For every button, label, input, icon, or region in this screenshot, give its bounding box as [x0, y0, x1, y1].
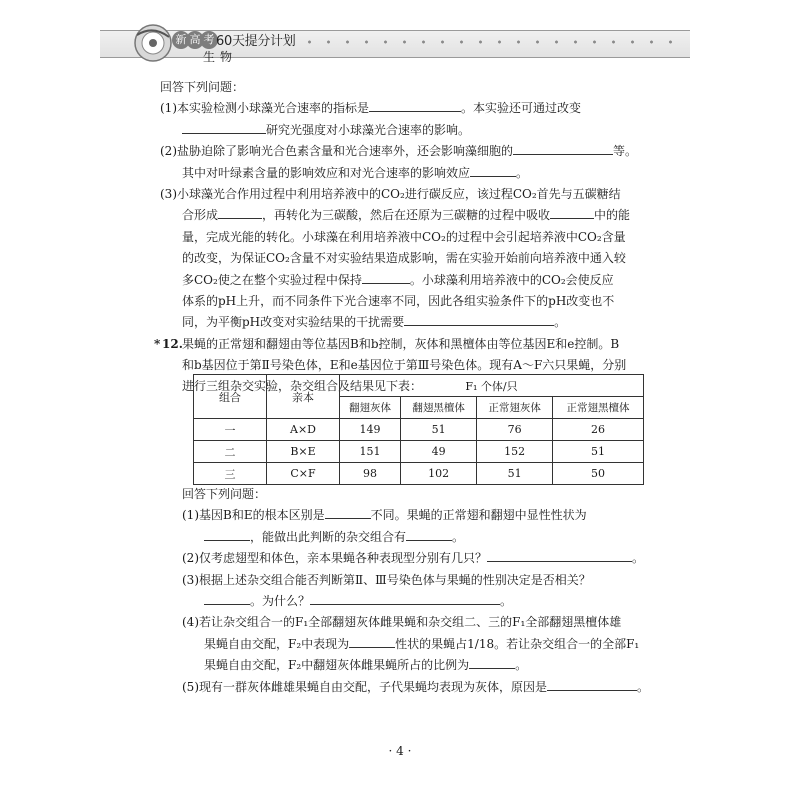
header-badge-1: 新	[172, 31, 190, 49]
q12-part-4-line-1: (4)若让杂交组合一的F₁全部翻翅灰体雌果蝇和杂交组二、三的F₁全部翻翅黑檀体雄	[182, 615, 622, 630]
q12-stem-line-3: 进行三组杂交实验，杂交组合及结果见下表：	[182, 379, 423, 394]
q12-part-4-line-3: 果蝇自由交配，F₂中翻翅灰体雌果蝇所占的比例为 。	[160, 655, 650, 676]
cell-count: 76	[477, 419, 553, 441]
table-row	[194, 463, 644, 485]
header-badge-3: 考	[200, 31, 218, 49]
q12-part-3-line-1: (3)根据上述杂交组合能否判断第Ⅱ、Ⅲ号染色体与果蝇的性别决定是否相关？	[182, 572, 591, 587]
page-number: · 4 ·	[388, 744, 412, 758]
answer-blank	[547, 677, 637, 691]
q11-part-3-line-2: 合形成 ，再转化为三碳酸，然后在还原为三碳糖的过程中吸收 中的能	[160, 205, 650, 226]
q12-stem-line-1: * 12. 果蝇的正常翅和翻翅由等位基因B和b控制，灰体和黑檀体由等位基因E和e控制。B	[160, 334, 650, 355]
cell-group: 三	[194, 463, 267, 485]
q11-intro: 回答下列问题：	[160, 80, 245, 94]
q11-part-3-line-5: 多CO₂使之在整个实验过程中保持 。小球藻利用培养液中的CO₂会使反应	[160, 270, 650, 291]
q12-part-1-line-1: (1)基因B和E的根本区别是 不同。果蝇的正常翅和翻翅中显性性状为	[160, 505, 650, 526]
answer-blank	[550, 205, 594, 219]
header-category: 翻翅灰体	[340, 397, 401, 419]
cross-results-table	[193, 374, 644, 485]
difficulty-star: *	[154, 336, 161, 351]
cell-group: 二	[194, 441, 267, 463]
q11-part-3-line-6: 体系的pH上升，而不同条件下光合速率不同，因此各组实验条件下的pH改变也不	[182, 293, 615, 308]
header-dot-row	[300, 39, 685, 45]
header-series-title: 60天提分计划	[216, 34, 296, 49]
cell-count: 50	[553, 463, 644, 485]
header-category: 正常翅灰体	[477, 397, 553, 419]
q12-part-1-line-2: ，能做出此判断的杂交组合有 。	[160, 527, 650, 548]
header-subject: 生物	[203, 50, 238, 64]
q11-part-1-line-1: (1)本实验检测小球藻光合速率的指标是 。本实验还可通过改变	[160, 98, 650, 119]
cell-count: 26	[553, 419, 644, 441]
cell-count: 149	[340, 419, 401, 441]
q11-part-1-line-2: 研究光强度对小球藻光合速率的影响。	[160, 120, 650, 141]
q12-intro: 回答下列问题：	[182, 487, 267, 501]
question-12-subquestions	[160, 484, 650, 698]
header-parents: 亲本	[267, 375, 340, 419]
answer-blank	[362, 270, 410, 284]
answer-blank	[204, 527, 250, 541]
answer-blank	[369, 98, 461, 112]
answer-blank	[218, 205, 262, 219]
answer-blank	[470, 163, 516, 177]
q12-part-5: (5)现有一群灰体雌雄果蝇自由交配，子代果蝇均表现为灰体，原因是 。	[160, 677, 650, 698]
q12-part-3-line-2: 。为什么？ 。	[160, 591, 650, 612]
answer-blank	[325, 505, 371, 519]
table-row	[194, 441, 644, 463]
page-header	[0, 0, 800, 62]
q12-stem-line-2: 和b基因位于第Ⅱ号染色体，E和e基因位于第Ⅲ号染色体。现有A～F六只果蝇，分别	[182, 358, 627, 373]
cell-count: 98	[340, 463, 401, 485]
answer-blank	[204, 591, 250, 605]
cell-count: 49	[401, 441, 477, 463]
answer-blank	[469, 655, 515, 669]
answer-blank	[487, 548, 632, 562]
cell-count: 151	[340, 441, 401, 463]
answer-blank	[310, 591, 500, 605]
question-number: 12.	[162, 336, 183, 351]
table-row	[194, 419, 644, 441]
answer-blank	[349, 634, 395, 648]
cell-count: 51	[553, 441, 644, 463]
cell-count: 51	[401, 419, 477, 441]
q11-part-3-line-1: (3)小球藻光合作用过程中利用培养液中的CO₂进行碳反应，该过程CO₂首先与五碳糖结	[160, 186, 621, 201]
answer-blank	[404, 312, 554, 326]
q11-part-2-line-2: 其中对叶绿素含量的影响效应和对光合速率的影响效应 。	[160, 163, 650, 184]
question-11-content	[154, 77, 650, 398]
cell-count: 102	[401, 463, 477, 485]
cell-parents: A×D	[267, 419, 340, 441]
q11-part-2-line-1: (2)盐胁迫除了影响光合色素含量和光合速率外，还会影响藻细胞的 等。	[160, 141, 650, 162]
q12-part-2: (2)仅考虑翅型和体色，亲本果蝇各种表现型分别有几只？ 。	[160, 548, 650, 569]
cell-parents: B×E	[267, 441, 340, 463]
header-category: 正常翅黑檀体	[553, 397, 644, 419]
cell-count: 152	[477, 441, 553, 463]
q11-part-3-line-3: 量，完成光能的转化。小球藻在利用培养液中CO₂的过程中会引起培养液中CO₂含量	[182, 229, 626, 244]
q11-part-3-line-4: 的改变，为保证CO₂含量不对实验结果造成影响，需在实验开始前向培养液中通入较	[182, 251, 626, 266]
cell-parents: C×F	[267, 463, 340, 485]
header-f1: F₁ 个体/只	[340, 375, 644, 397]
answer-blank	[182, 120, 266, 134]
header-badge-2: 高	[186, 31, 204, 49]
header-group: 组合	[194, 375, 267, 419]
cell-count: 51	[477, 463, 553, 485]
q12-part-4-line-2: 果蝇自由交配，F₂中表现为 性状的果蝇占1/18。若让杂交组合一的全部F₁	[160, 634, 650, 655]
book-series-logo-icon	[133, 23, 173, 63]
header-category: 翻翅黑檀体	[401, 397, 477, 419]
table-header-row	[194, 375, 644, 397]
answer-blank	[513, 141, 613, 155]
answer-blank	[406, 527, 452, 541]
q11-part-3-line-7: 同，为平衡pH改变对实验结果的干扰需要 。	[160, 312, 650, 333]
cell-group: 一	[194, 419, 267, 441]
